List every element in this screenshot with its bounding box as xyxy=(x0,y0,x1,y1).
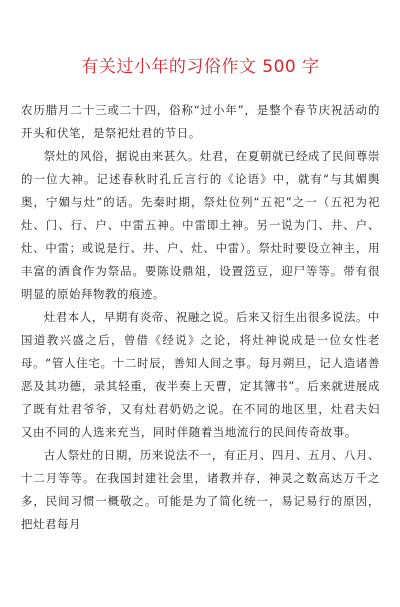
paragraph-kitchen-god-origin: 灶君本人，早期有炎帝、祝融之说。后来又衍生出很多说法。中国道教兴盛之后，曾借《经说》之论，将灶神说成是一位女性老母。“管人住宅。十二时辰，善知人间之事。每月朔旦，记人造诸善恶及其功德，录其轻重，夜半奏上天曹，定其簿书”。后来就进展成了既有灶君爷爷，又有灶君奶奶之说。在不同的地区里，灶君夫妇又由不同的人选来充当，同时伴随着当地流行的民间传奇故事。 xyxy=(21,310,380,439)
document-title: 有关过小年的习俗作文 500 字 xyxy=(81,57,320,77)
paragraph-kitchen-god-custom: 祭灶的风俗，据说由来甚久。灶君，在夏朝就已经成了民间尊崇的一位大神。记述春秋时孔丘言行的《论语》中，就有“与其媚舆奥，宁媚与灶”的话。先秦时期，祭灶位列“五祀”之一（五祀为祀灶、门、行、户、中雷五神。中雷即土神。另一说为门、井、户、灶、中雷；或说是行、井、户、灶、中雷）。祭灶时要设立神主，用丰富的酒食作为祭品。要陈设鼎俎，设置笾豆，迎尸等等。带有很明显的原始拜物教的痕迹。 xyxy=(21,149,380,301)
document-body xyxy=(21,99,380,536)
paragraph-intro: 农历腊月二十三或二十四，俗称“过小年”，是整个春节庆祝活动的开头和伏笔，是祭祀灶君的节日。 xyxy=(21,103,380,140)
paragraph-sacrifice-date: 古人祭灶的日期，历来说法不一，有正月、四月、五月、八月、十二月等等。在我国封建社会里，诸教并存，神灵之数高达万千之多，民间习惯一概敬之。可能是为了简化统一，易记易行的原因，把灶君每月 xyxy=(21,448,380,531)
